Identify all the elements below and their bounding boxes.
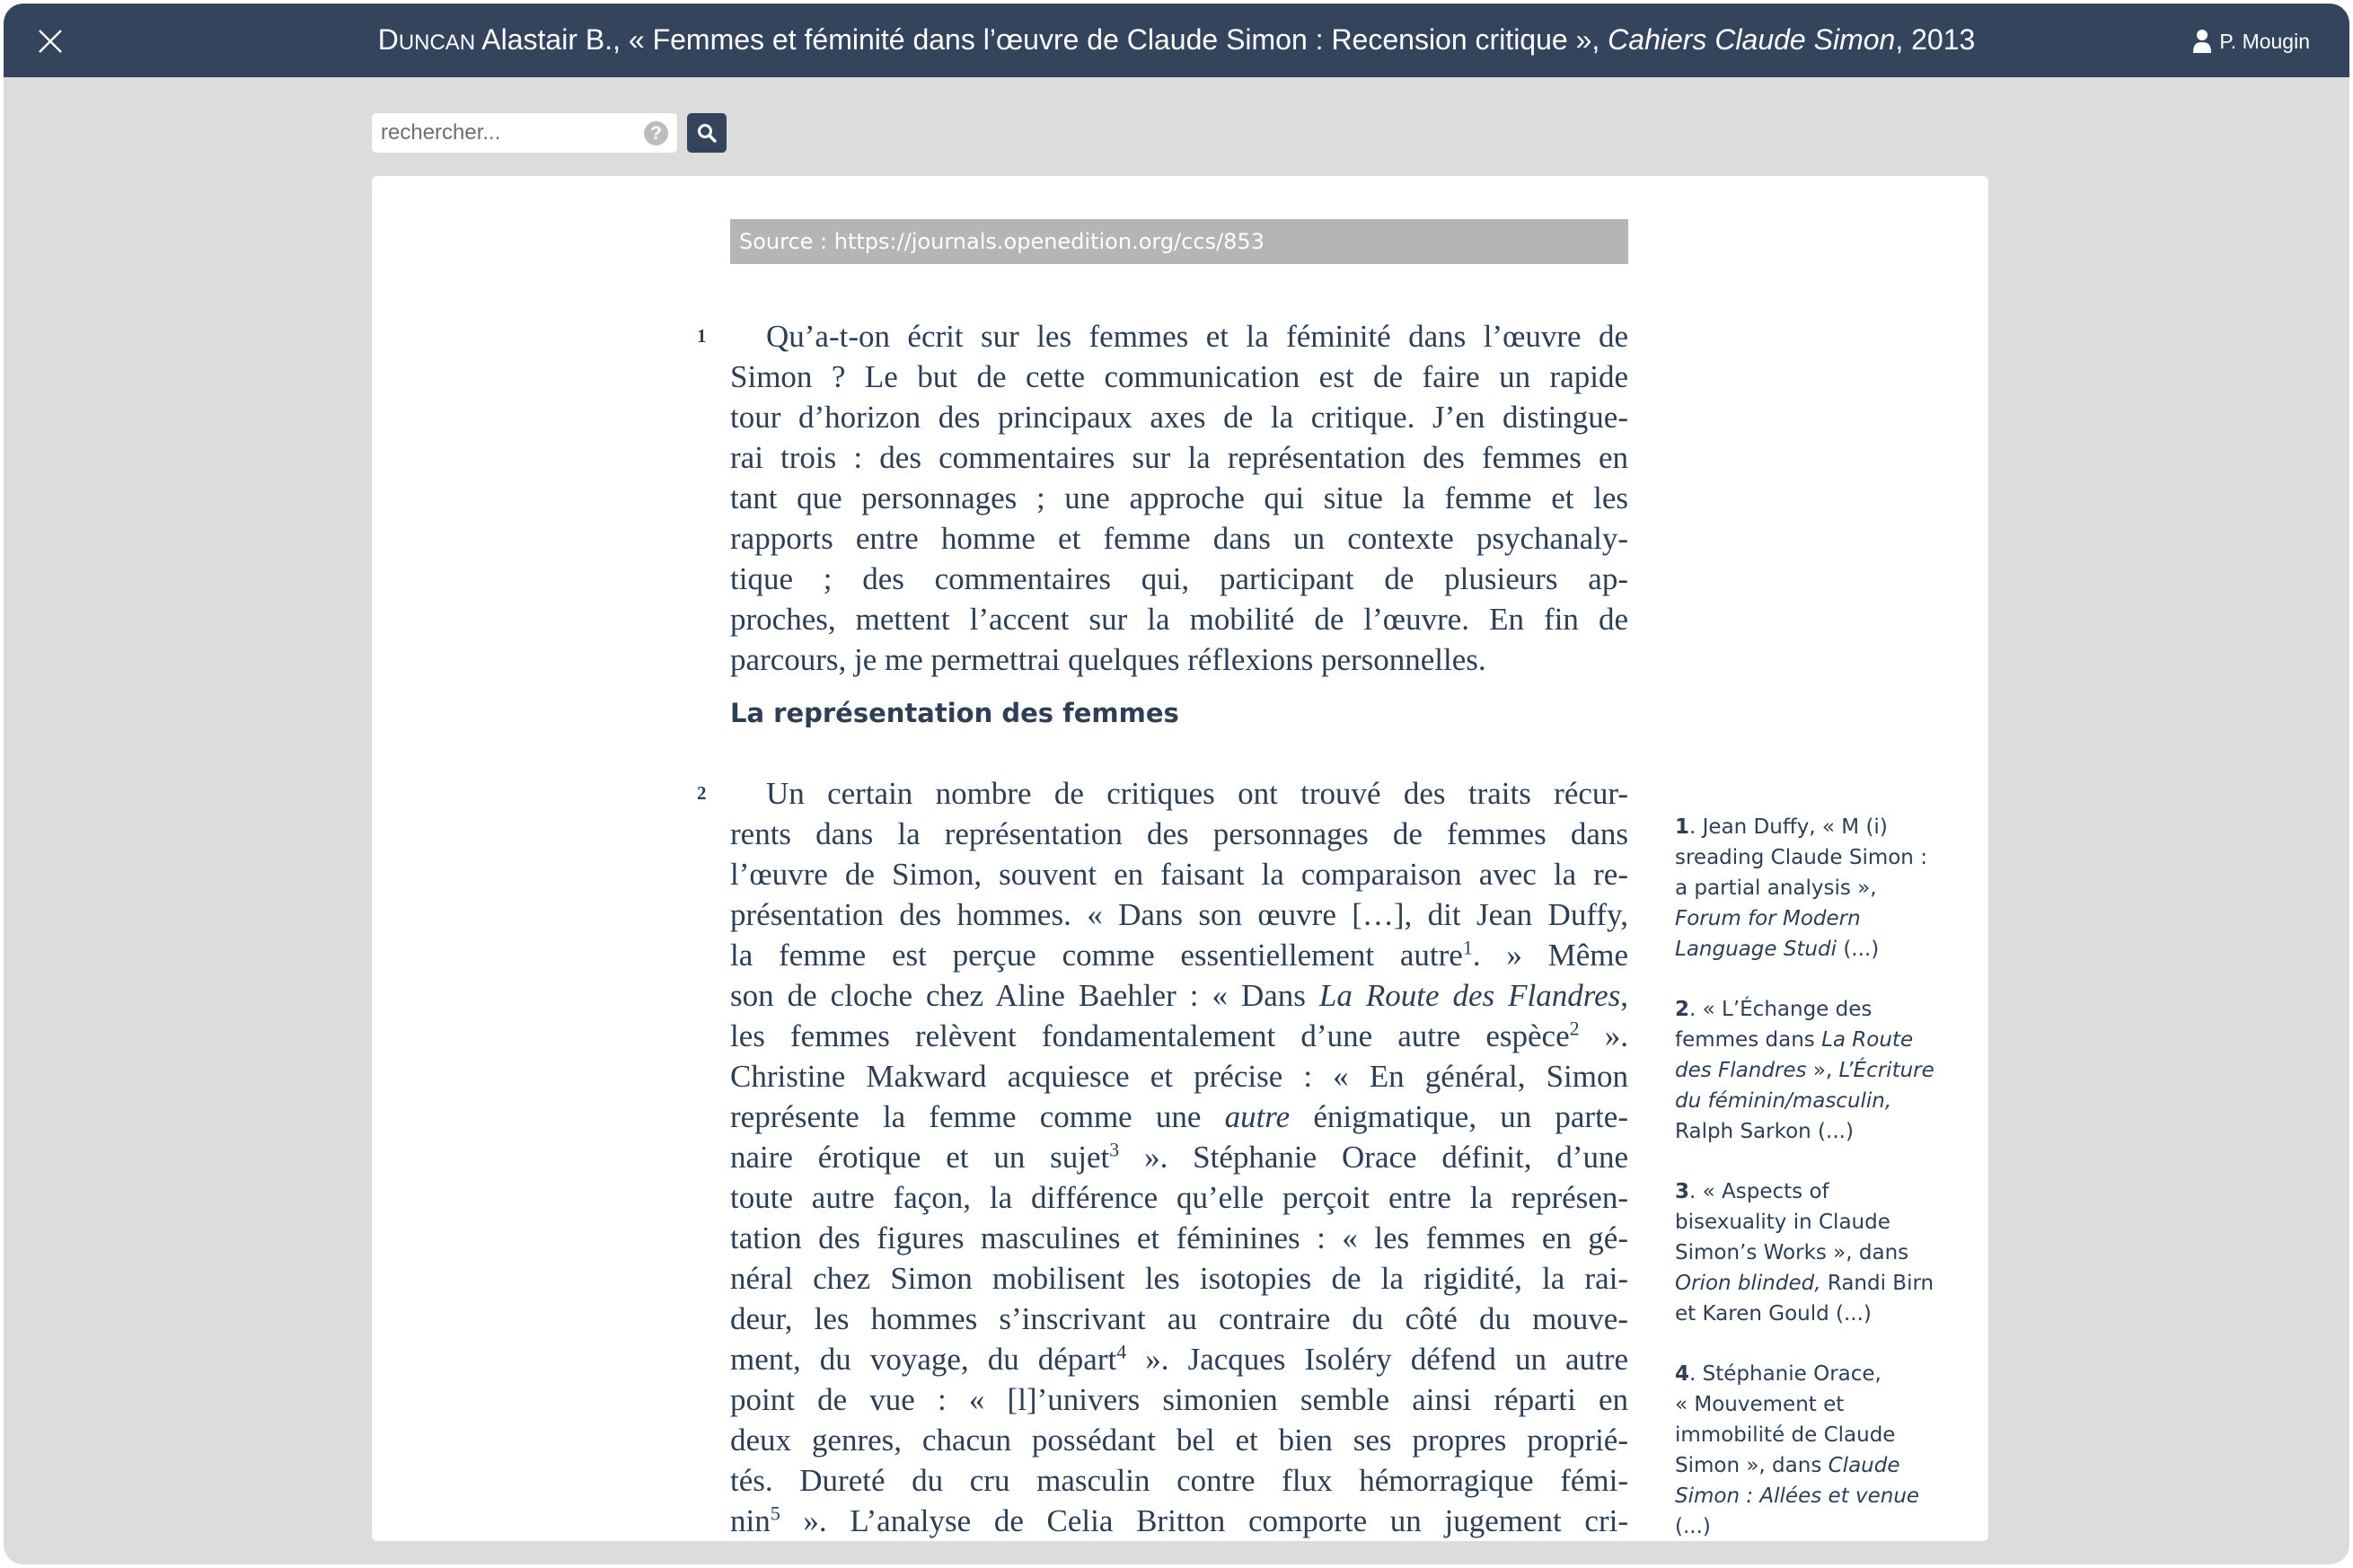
text-line: naire érotique et un sujet$^3$ ». Stéphanie Orace définit, d’une: [730, 1138, 1629, 1175]
footnote-number: 4: [1675, 1362, 1690, 1386]
footnote-number: 2: [1675, 998, 1690, 1021]
section-heading: La représentation des femmes: [730, 698, 1179, 728]
footnote-line: 2. « L’Échange des: [1675, 998, 1873, 1021]
text-line: point de vue : « [l]’univers simonien semble ainsi réparti en: [730, 1382, 1628, 1417]
search-button[interactable]: [687, 113, 727, 153]
text-line: deur, les hommes s’inscrivant au contraire du côté du mouve-: [730, 1301, 1628, 1336]
footnote-line: Simon : Allées et venue: [1675, 1484, 1920, 1508]
footnote-number: 1: [1675, 815, 1690, 839]
text-line: tation des figures masculines et féminines : « les femmes en gé-: [730, 1220, 1628, 1255]
search-icon: [696, 122, 718, 144]
user-menu[interactable]: [2192, 23, 2310, 59]
text-line: représente la femme comme une autre énigmatique, un parte-: [730, 1099, 1629, 1134]
footnote-line: « Mouvement et: [1675, 1393, 1845, 1416]
text-line: Simon ? Le but de cette communication est de faire un rapide: [730, 359, 1628, 394]
footnote-ref[interactable]: 4: [1116, 1340, 1127, 1363]
text-line: les femmes relèvent fondamentalement d’une autre espèce$^2$ ».: [730, 1017, 1629, 1053]
footnote-3[interactable]: [1675, 1176, 1953, 1329]
text-line: Un certain nombre de critiques ont trouvé des traits récur-: [766, 776, 1628, 811]
footnote-line: des Flandres », L’Écriture: [1675, 1059, 1934, 1082]
footnote-line: (...): [1675, 1515, 1711, 1538]
text-line: parcours, je me permettrai quelques réflexions personnelles.: [730, 642, 1486, 677]
document-card: [372, 176, 1988, 1541]
text-line: son de cloche chez Aline Baehler : « Dans La Route des Flandres,: [730, 978, 1628, 1013]
footnote-2[interactable]: [1675, 994, 1953, 1147]
footnote-1[interactable]: [1675, 812, 1953, 965]
text-line: néral chez Simon mobilisent les isotopies de la rigidité, la rai-: [730, 1261, 1628, 1296]
search-input[interactable]: [372, 113, 632, 153]
footnote-line: Forum for Modern: [1675, 907, 1861, 930]
footnote-line: immobilité de Claude: [1675, 1423, 1896, 1447]
title-author-smallcaps: DUNCAN: [377, 23, 476, 56]
title-journal: Cahiers Claude Simon: [1608, 23, 1896, 56]
text-line: tés. Dureté du cru masculin contre flux hémorragique fémi-: [730, 1463, 1628, 1498]
text-line: Christine Makward acquiesce et précise : « En général, Simon: [730, 1059, 1628, 1094]
help-icon[interactable]: ?: [644, 121, 668, 145]
footnote-line: 4. Stéphanie Orace,: [1675, 1362, 1882, 1386]
paragraph-1: [730, 316, 1628, 680]
footnote-line: Ralph Sarkon (...): [1675, 1120, 1854, 1143]
footnote-ref[interactable]: 2: [1569, 1017, 1580, 1040]
footnote-line: et Karen Gould (...): [1675, 1302, 1872, 1326]
user-name: P. Mougin: [2219, 30, 2310, 53]
text-line: tant que personnages ; une approche qui situe la femme et les: [730, 480, 1628, 515]
text-line: ment, du voyage, du départ$^4$ ». Jacques Isoléry défend un autre: [730, 1340, 1628, 1377]
text-line: la femme est perçue comme essentiellement autre$^1$. » Même: [730, 936, 1628, 973]
text-line: deux genres, chacun possédant bel et bien ses propres proprié-: [730, 1423, 1628, 1458]
text-line: présentation des hommes. « Dans son œuvre […], dit Jean Duffy,: [730, 897, 1628, 932]
footnote-line: 1. Jean Duffy, « M (i): [1675, 815, 1888, 839]
user-icon: [2192, 29, 2212, 54]
footnote-line: Simon », dans Claude: [1675, 1454, 1900, 1477]
footnotes-margin: [1675, 812, 1953, 1541]
text-line: proches, mettent l’accent sur la mobilité de l’œuvre. En fin de: [730, 602, 1628, 637]
header-bar: [4, 4, 2349, 77]
search-box: [372, 113, 677, 153]
text-line: l’œuvre de Simon, souvent en faisant la comparaison avec la re-: [730, 857, 1628, 892]
footnote-ref[interactable]: 3: [1109, 1138, 1120, 1161]
italic-title: La Route des Flandres: [1318, 978, 1621, 1013]
text-line: tour d’horizon des principaux axes de la critique. J’en distingue-: [730, 400, 1628, 435]
footnote-line: Orion blinded, Randi Birn: [1675, 1272, 1934, 1295]
text-line: rai trois : des commentaires sur la représentation des femmes en: [730, 440, 1628, 475]
footnote-line: sreading Claude Simon :: [1675, 846, 1927, 869]
title-year: , 2013: [1895, 23, 1976, 56]
text-line: Qu’a-t-on écrit sur les femmes et la féminité dans l’œuvre de: [766, 319, 1628, 354]
paragraph-2: [730, 773, 1628, 1541]
document-title: [4, 20, 2349, 63]
title-author-rest: Alastair B., « Femmes et féminité dans l’œuvre de Claude Simon : Recension critique »,: [475, 23, 1608, 56]
text-line: rents dans la représentation des personnages de femmes dans: [730, 816, 1628, 851]
footnote-number: 3: [1675, 1180, 1690, 1203]
footnote-line: bisexuality in Claude: [1675, 1211, 1890, 1234]
footnote-line: 3. « Aspects of: [1675, 1180, 1829, 1203]
footnote-4[interactable]: [1675, 1359, 1953, 1541]
footnote-line: a partial analysis »,: [1675, 876, 1877, 900]
footnote-line: Language Studi (...): [1675, 938, 1880, 961]
text-line: tique ; des commentaires qui, participant de plusieurs ap-: [730, 561, 1628, 596]
footnote-line: du féminin/masculin,: [1675, 1089, 1892, 1113]
footnote-line: Simon’s Works », dans: [1675, 1241, 1909, 1264]
italic-title: autre: [1224, 1099, 1291, 1134]
text-line: nin$^5$ ». L’analyse de Celia Britton comporte un jugement cri-: [730, 1502, 1628, 1538]
paragraph-number: 1: [697, 325, 707, 347]
text-line: rapports entre homme et femme dans un contexte psychanaly-: [730, 521, 1628, 556]
footnote-line: femmes dans La Route: [1675, 1028, 1914, 1052]
footnote-ref[interactable]: 5: [770, 1502, 780, 1525]
reader-window: [4, 4, 2349, 1564]
footnote-ref[interactable]: 1: [1462, 936, 1473, 959]
paragraph-number: 2: [697, 782, 707, 804]
source-link[interactable]: Source : https://journals.openedition.org/ccs/853: [730, 219, 1628, 264]
text-line: toute autre façon, la différence qu’elle perçoit entre la représen-: [730, 1180, 1628, 1215]
